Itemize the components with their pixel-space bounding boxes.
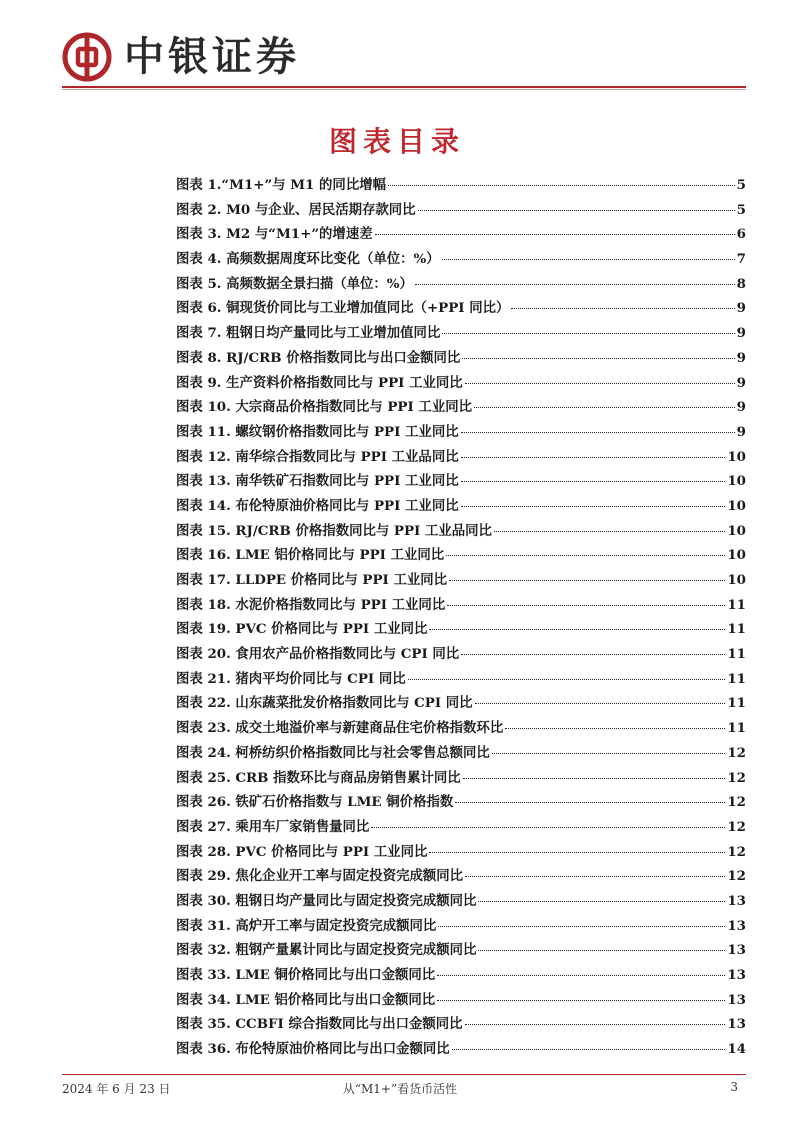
toc-dot-leader [474,407,735,408]
toc-entry[interactable] [176,668,746,693]
toc-entry-title: 图表 9. 生产资料价格指数同比与 PPI 工业同比 [176,374,463,391]
toc-dot-leader [449,580,725,581]
toc-entry[interactable] [176,964,746,989]
toc-entry-title: 图表 21. 猪肉平均价同比与 CPI 同比 [176,670,406,687]
toc-entry-title: 图表 4. 高频数据周度环比变化（单位：%） [176,251,440,268]
toc-entry-title: 图表 22. 山东蔬菜批发价格指数同比与 CPI 同比 [176,695,473,712]
toc-entry-title: 图表 1.“M1+”与 M1 的同比增幅 [176,177,386,193]
toc-entry-title: 图表 19. PVC 价格同比与 PPI 工业同比 [176,621,428,638]
toc-entry[interactable] [176,372,746,397]
toc-entry[interactable] [176,939,746,964]
toc-dot-leader [415,284,735,285]
toc-entry-title: 图表 26. 铁矿石价格指数与 LME 铜价格指数 [176,794,454,811]
toc-dot-leader [461,654,725,655]
toc-dot-leader [463,778,726,779]
toc-entry[interactable] [176,520,746,545]
toc-entry-page: 11 [727,621,746,638]
toc-entry[interactable] [176,174,746,199]
table-of-figures [176,174,746,1063]
toc-entry[interactable] [176,1013,746,1038]
toc-entry-page: 11 [727,596,746,613]
toc-entry-title: 图表 3. M2 与“M1+”的增速差 [176,226,373,243]
toc-entry-page: 11 [727,720,746,737]
toc-dot-leader [511,308,734,309]
toc-entry-title: 图表 20. 食用农产品价格指数同比与 CPI 同比 [176,646,460,663]
toc-entry-page: 8 [736,275,746,292]
toc-entry-title: 图表 10. 大宗商品价格指数同比与 PPI 工业同比 [176,399,472,416]
toc-dot-leader [429,852,725,853]
toc-entry[interactable] [176,1038,746,1063]
toc-entry[interactable] [176,569,746,594]
toc-entry-title: 图表 36. 布伦特原油价格同比与出口金额同比 [176,1041,450,1058]
toc-dot-leader [455,802,725,803]
toc-entry-title: 图表 33. LME 铜价格同比与出口金额同比 [176,967,436,983]
toc-entry-page: 10 [727,547,746,564]
toc-dot-leader [418,210,735,211]
toc-dot-leader [478,901,725,902]
toc-dot-leader [429,629,725,630]
toc-dot-leader [461,506,726,507]
toc-entry-title: 图表 15. RJ/CRB 价格指数同比与 PPI 工业品同比 [176,522,492,539]
toc-entry-page: 10 [727,473,746,490]
toc-dot-leader [446,555,725,556]
toc-entry[interactable] [176,273,746,298]
toc-entry-page: 6 [736,226,746,243]
toc-entry-title: 图表 11. 螺纹钢价格指数同比与 PPI 工业同比 [176,423,459,440]
toc-entry[interactable] [176,544,746,569]
toc-entry[interactable] [176,618,746,643]
toc-entry-title: 图表 25. CRB 指数环比与商品房销售累计同比 [176,769,461,786]
toc-entry-page: 10 [727,497,746,514]
footer-page-number: 3 [730,1080,738,1094]
toc-entry-page: 13 [727,1016,746,1033]
toc-dot-leader [408,679,726,680]
toc-dot-leader [452,1049,726,1050]
toc-entry-page: 13 [727,991,746,1008]
toc-entry-page: 9 [736,349,746,366]
toc-entry-page: 14 [727,1041,746,1058]
toc-entry-page: 11 [727,670,746,687]
toc-entry[interactable] [176,248,746,273]
toc-entry-title: 图表 30. 粗钢日均产量同比与固定投资完成额同比 [176,892,477,909]
toc-entry-title: 图表 17. LLDPE 价格同比与 PPI 工业同比 [176,572,448,588]
toc-dot-leader [475,703,726,704]
toc-entry[interactable] [176,199,746,224]
header-rule [62,86,746,88]
bank-of-china-logo-icon [62,32,112,82]
toc-entry-title: 图表 24. 柯桥纺织价格指数同比与社会零售总额同比 [176,744,490,761]
toc-dot-leader [447,605,725,606]
toc-entry[interactable] [176,396,746,421]
toc-entry-title: 图表 32. 粗钢产量累计同比与固定投资完成额同比 [176,942,477,959]
toc-entry-page: 10 [727,522,746,539]
toc-entry[interactable] [176,495,746,520]
toc-entry[interactable] [176,717,746,742]
header-rule-thin [62,89,746,90]
toc-entry-title: 图表 31. 高炉开工率与固定投资完成额同比 [176,917,437,934]
toc-entry-title: 图表 2. M0 与企业、居民活期存款同比 [176,201,416,218]
toc-entry-page: 5 [736,201,746,218]
toc-dot-leader [437,1000,725,1001]
toc-entry[interactable] [176,692,746,717]
toc-dot-leader [461,481,726,482]
toc-entry-title: 图表 23. 成交土地溢价率与新建商品住宅价格指数环比 [176,720,504,737]
toc-entry[interactable] [176,915,746,940]
toc-entry-title: 图表 27. 乘用车厂家销售量同比 [176,818,370,835]
toc-entry[interactable] [176,223,746,248]
toc-entry-title: 图表 7. 粗钢日均产量同比与工业增加值同比 [176,325,441,342]
toc-entry-page: 9 [736,423,746,440]
toc-entry-title: 图表 8. RJ/CRB 价格指数同比与出口金额同比 [176,349,461,366]
toc-dot-leader [442,333,734,334]
toc-entry[interactable] [176,421,746,446]
toc-entry[interactable] [176,594,746,619]
toc-entry[interactable] [176,816,746,841]
toc-entry-page: 11 [727,646,746,663]
toc-dot-leader [442,259,735,260]
toc-entry[interactable] [176,470,746,495]
toc-entry[interactable] [176,742,746,767]
toc-dot-leader [462,358,734,359]
page-title: 图表目录 [328,125,465,158]
toc-entry-title: 图表 34. LME 铝价格同比与出口金额同比 [176,991,436,1008]
toc-dot-leader [505,728,725,729]
toc-dot-leader [438,926,725,927]
toc-entry-page: 13 [727,892,746,909]
toc-entry[interactable] [176,767,746,792]
toc-entry-title: 图表 18. 水泥价格指数同比与 PPI 工业同比 [176,596,446,613]
toc-entry-page: 12 [727,818,746,835]
brand-name: 中银证券 [124,34,300,80]
toc-entry[interactable] [176,890,746,915]
toc-entry[interactable] [176,791,746,816]
toc-entry-page: 11 [727,695,746,712]
toc-entry[interactable] [176,841,746,866]
toc-entry-title: 图表 6. 铜现货价同比与工业增加值同比（+PPI 同比） [176,300,510,317]
toc-dot-leader [371,827,725,828]
toc-dot-leader [437,975,725,976]
toc-entry-page: 12 [727,843,746,860]
toc-dot-leader [478,950,725,951]
toc-dot-leader [461,432,735,433]
toc-entry-title: 图表 28. PVC 价格同比与 PPI 工业同比 [176,843,428,860]
toc-dot-leader [375,234,735,235]
toc-entry-title: 图表 12. 南华综合指数同比与 PPI 工业品同比 [176,448,459,465]
toc-entry-page: 12 [727,744,746,761]
toc-entry-page: 9 [736,325,746,342]
header-logo [62,32,300,82]
toc-entry-page: 10 [727,572,746,588]
toc-entry-page: 12 [727,794,746,811]
toc-entry[interactable] [176,989,746,1014]
footer [62,1080,738,1100]
toc-entry-title: 图表 35. CCBFI 综合指数同比与出口金额同比 [176,1016,463,1033]
toc-entry-title: 图表 5. 高频数据全景扫描（单位：%） [176,275,413,292]
toc-entry-page: 13 [727,917,746,934]
footer-rule [62,1074,746,1075]
toc-entry-title: 图表 16. LME 铝价格同比与 PPI 工业同比 [176,547,445,564]
toc-entry[interactable] [176,322,746,347]
toc-dot-leader [494,531,725,532]
toc-entry-title: 图表 29. 焦化企业开工率与固定投资完成额同比 [176,868,464,885]
toc-entry[interactable] [176,446,746,471]
toc-entry[interactable] [176,347,746,372]
toc-dot-leader [465,1024,726,1025]
toc-entry[interactable] [176,643,746,668]
toc-entry-page: 9 [736,300,746,317]
toc-entry-page: 12 [727,769,746,786]
toc-entry-page: 13 [727,942,746,959]
footer-subject: 从“M1+”看货币活性 [342,1082,458,1096]
toc-entry-title: 图表 13. 南华铁矿石指数同比与 PPI 工业同比 [176,473,459,490]
toc-dot-leader [461,457,726,458]
toc-dot-leader [388,185,735,186]
toc-entry-page: 9 [736,374,746,391]
toc-dot-leader [492,753,726,754]
toc-entry-page: 12 [727,868,746,885]
toc-entry-page: 9 [736,399,746,416]
footer-date: 2024 年 6 月 23 日 [62,1082,171,1096]
toc-entry-page: 7 [736,251,746,268]
toc-dot-leader [465,383,735,384]
toc-entry[interactable] [176,297,746,322]
toc-entry-page: 10 [727,448,746,465]
toc-entry-page: 5 [736,177,746,193]
toc-dot-leader [465,876,725,877]
toc-entry[interactable] [176,865,746,890]
toc-entry-title: 图表 14. 布伦特原油价格同比与 PPI 工业同比 [176,497,459,514]
toc-entry-page: 13 [727,967,746,983]
